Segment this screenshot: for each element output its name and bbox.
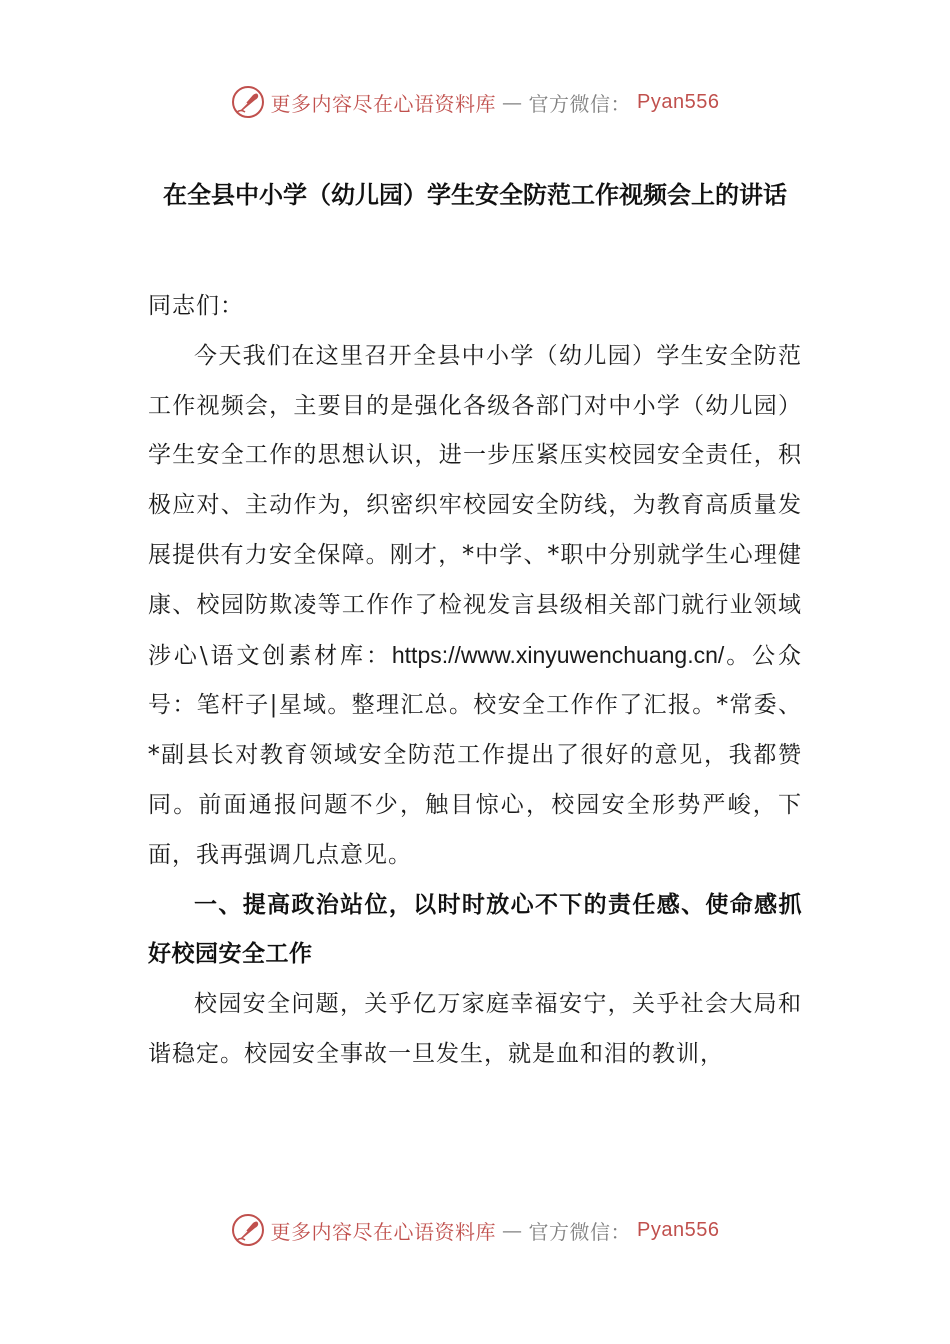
document-title: 在全县中小学（幼儿园）学生安全防范工作视频会上的讲话 bbox=[163, 181, 787, 209]
banner-separator: — bbox=[502, 1218, 523, 1242]
banner-text: 更多内容尽在心语资料库 bbox=[270, 1219, 497, 1244]
header-banner bbox=[0, 82, 950, 122]
quill-pen-logo-icon bbox=[231, 85, 265, 119]
source-url: https://www.xinyuwenchuang.cn/ bbox=[391, 641, 725, 668]
quill-pen-logo-icon bbox=[231, 1213, 265, 1247]
banner-wechat-id: Pyan556 bbox=[637, 90, 720, 113]
paragraph-section-1: 校园安全问题，关乎亿万家庭幸福安宁，关乎社会大局和谐稳定。校园安全事故一旦发生，就是血和泪的教训， bbox=[148, 991, 802, 1067]
document-body bbox=[148, 282, 802, 1080]
banner-wechat-label: 官方微信： bbox=[528, 91, 632, 116]
footer-banner bbox=[0, 1210, 950, 1250]
banner-text: 更多内容尽在心语资料库 bbox=[270, 91, 497, 116]
salutation: 同志们： bbox=[148, 293, 244, 319]
paragraph-intro-part-b: 。公众号：笔杆子|星域。整理汇总。校安全工作作了汇报。*常委、*副县长对教育领域安全防范工作提出了很好的意见，我都赞同。前面通报问题不少，触目惊心，校园安全形势严峻，下面，我再强调几点意见。 bbox=[148, 642, 803, 868]
banner-wechat-label: 官方微信： bbox=[528, 1219, 632, 1244]
paragraph-intro-part-a: 今天我们在这里召开全县中小学（幼儿园）学生安全防范工作视频会，主要目的是强化各级各部门对中小学（幼儿园）学生安全工作的思想认识，进一步压紧压实校园安全责任，积极应对、主动作为，织密织牢校园安全防线，为教育高质量发展提供有力安全保障。刚才，*中学、*职中分别就学生心理健康、校园防欺凌等工作作了检视发言县级相关部门就行业领域涉心\语文创素材库： bbox=[148, 342, 802, 669]
paragraph-intro bbox=[148, 332, 802, 881]
banner-wechat-id: Pyan556 bbox=[637, 1218, 720, 1241]
section-heading-1: 一、提高政治站位，以时时放心不下的责任感、使命感抓好校园安全工作 bbox=[148, 891, 802, 968]
banner-separator: — bbox=[502, 90, 523, 114]
